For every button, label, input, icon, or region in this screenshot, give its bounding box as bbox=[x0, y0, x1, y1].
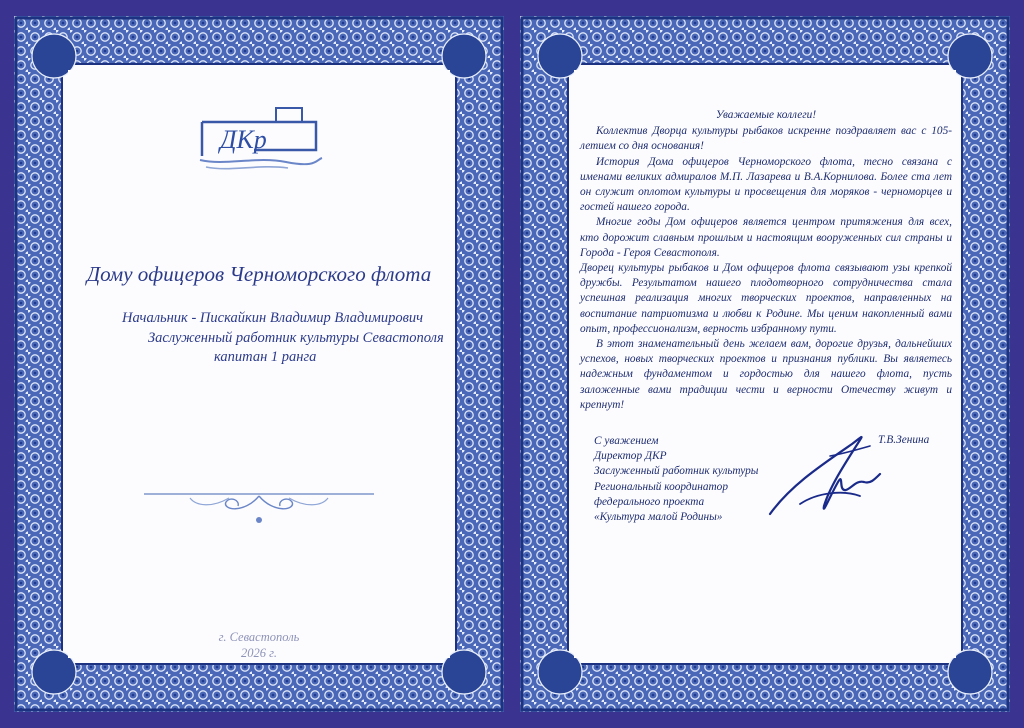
signature-line: «Культура малой Родины» bbox=[594, 511, 723, 524]
logo-text: ДКр bbox=[220, 125, 267, 154]
signature-block bbox=[594, 434, 758, 525]
letter-page bbox=[520, 16, 1010, 712]
recipient-line-3: капитан 1 ранга bbox=[214, 349, 317, 365]
signature-line: Директор ДКР bbox=[594, 450, 667, 463]
cover-page bbox=[14, 16, 504, 712]
signature-line: Региональный координатор bbox=[594, 480, 728, 493]
signer-name: Т.В.Зенина bbox=[878, 434, 930, 446]
paragraph: Дворец культуры рыбаков и Дом офицеров флота связывают узы крепкой дружбы. Результатом нашего плодотворного сотрудничества стала успешная реализация многих творческих проектов, направленных на воспитание патриотизма и любви к Родине. Мы ценим накопленный вами опыт, профессионализм, верность избранному пути. bbox=[580, 262, 952, 335]
recipient-line-2: Заслуженный работник культуры Севастополя bbox=[148, 330, 444, 346]
footer-city: г. Севастополь bbox=[218, 630, 300, 644]
signature-line: федерального проекта bbox=[594, 495, 705, 508]
recipient-line-1: Начальник - Пискайкин Владимир Владимирович bbox=[122, 310, 424, 326]
footer-year: 2026 г. bbox=[241, 646, 277, 660]
recipient-title: Дому офицеров Черноморского флота bbox=[86, 262, 432, 286]
letter-body bbox=[580, 108, 952, 413]
paragraph: Многие годы Дом офицеров является центром притяжения для всех, кто дорожит славным прошлым и настоящим вооруженных сил страны и Города - Героя Севастополя. bbox=[580, 216, 952, 259]
paragraph: История Дома офицеров Черноморского флота, тесно связана с именами великих адмиралов М.П. Лазарева и В.А.Корнилова. Более ста лет он служит оплотом культуры и просвещения для моряков - черноморцев и гостей нашего города. bbox=[580, 155, 952, 214]
paragraph: В этот знаменательный день желаем вам, дорогие друзья, дальнейших успехов, новых творческих проектов и признания публики. Вы являетесь надежным фундаментом и гордостью для нашего флота, пусть заложенные вами традиции чести и верности Отечеству живут и крепнут! bbox=[580, 338, 952, 411]
dkr-logo-icon bbox=[196, 104, 326, 176]
paragraph: Коллектив Дворца культуры рыбаков искренне поздравляет вас с 105-летием со дня основания! bbox=[580, 125, 952, 153]
handwritten-signature-icon bbox=[760, 426, 890, 521]
signature-line: Заслуженный работник культуры bbox=[594, 465, 759, 478]
signature-line: С уважением bbox=[594, 435, 659, 447]
flourish-divider-icon bbox=[134, 484, 384, 534]
greeting: Уважаемые коллеги! bbox=[715, 109, 817, 121]
